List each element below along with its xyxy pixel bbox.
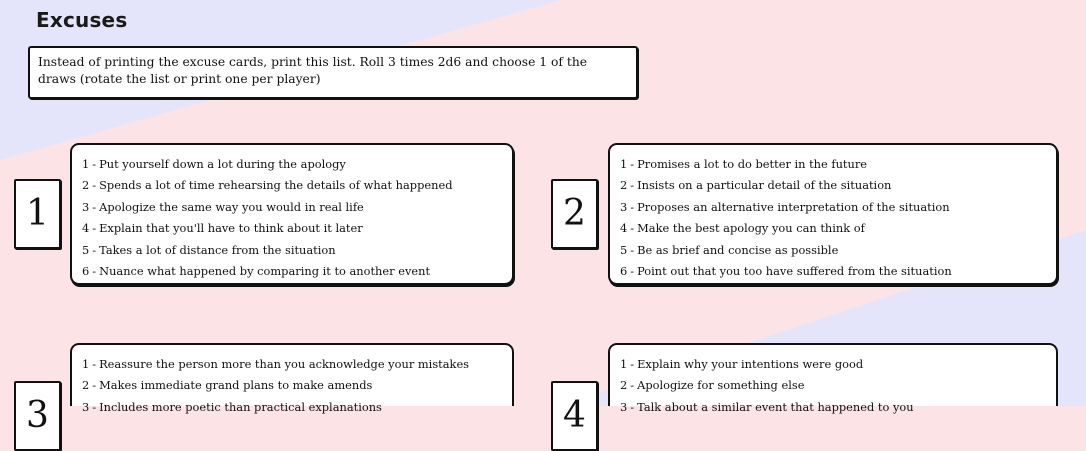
item-number: 2 [82, 378, 90, 393]
group-number-box: 4 [551, 381, 598, 451]
item-text: Apologize the same way you would in real life [99, 199, 364, 214]
item-text: Nuance what happened by comparing it to another event [99, 263, 431, 278]
list-item: 5 - Be as brief and concise as possible [620, 242, 839, 257]
list-item: 5 - Takes a lot of distance from the situation [82, 242, 336, 257]
item-number: 1 [620, 357, 628, 371]
list-item: 3 - Apologize the same way you would in real life [82, 199, 364, 214]
excuse-card [70, 343, 514, 414]
list-item: 4 - Explain that you'll have to think about it later [82, 221, 363, 236]
list-item: 4 - Make the best apology you can think of [620, 221, 865, 236]
item-number: 2 [620, 378, 628, 393]
instructions-box: Instead of printing the excuse cards, print this list. Roll 3 times 2d6 and choose 1 of the draws (rotate the list or print one per player) [28, 46, 638, 99]
item-text: Spends a lot of time rehearsing the details of what happened [99, 178, 453, 193]
item-text: Includes more poetic than practical explanations [99, 399, 382, 414]
list-item: 1 - Promises a lot to do better in the future [620, 157, 868, 171]
item-number: 4 [82, 221, 90, 236]
list-item: 2 - Apologize for something else [620, 378, 805, 393]
item-text: Promises a lot to do better in the future [637, 157, 868, 171]
item-text: Proposes an alternative interpretation of the situation [637, 199, 950, 214]
item-text: Explain that you'll have to think about it later [99, 221, 363, 236]
excuse-list [620, 154, 1056, 282]
page-title: Excuses [36, 8, 128, 32]
item-number: 5 [620, 242, 628, 257]
item-text: Make the best apology you can think of [637, 221, 865, 236]
excuse-list [82, 154, 512, 282]
group-number-box: 1 [14, 179, 61, 249]
excuse-card [70, 143, 514, 285]
excuse-list [620, 354, 1056, 418]
item-number: 4 [620, 221, 628, 236]
list-item: 3 - Includes more poetic than practical explanations [82, 399, 382, 414]
excuse-list [82, 354, 512, 418]
item-text: Point out that you too have suffered from the situation [637, 263, 952, 278]
list-item: 3 - Talk about a similar event that happened to you [620, 399, 914, 414]
item-number: 1 [620, 157, 628, 171]
group-number-box: 3 [14, 381, 61, 451]
item-number: 6 [82, 263, 90, 278]
item-number: 5 [82, 242, 90, 257]
list-item: 6 - Point out that you too have suffered from the situation [620, 263, 952, 278]
list-item: 2 - Insists on a particular detail of the situation [620, 178, 892, 193]
list-item: 3 - Proposes an alternative interpretation of the situation [620, 199, 950, 214]
item-text: Reassure the person more than you acknowledge your mistakes [99, 357, 470, 371]
item-text: Put yourself down a lot during the apology [99, 157, 346, 171]
item-number: 3 [620, 199, 628, 214]
item-text: Talk about a similar event that happened to you [637, 399, 914, 414]
item-text: Takes a lot of distance from the situation [99, 242, 336, 257]
item-number: 6 [620, 263, 628, 278]
item-text: Explain why your intentions were good [637, 357, 864, 371]
item-number: 3 [82, 399, 90, 414]
excuse-card [608, 343, 1058, 414]
item-text: Makes immediate grand plans to make amends [99, 378, 373, 393]
item-number: 3 [82, 199, 90, 214]
list-item: 2 - Makes immediate grand plans to make amends [82, 378, 373, 393]
item-text: Apologize for something else [637, 378, 805, 393]
item-number: 2 [620, 178, 628, 193]
item-number: 2 [82, 178, 90, 193]
item-text: Insists on a particular detail of the situation [637, 178, 892, 193]
list-item: 6 - Nuance what happened by comparing it to another event [82, 263, 431, 278]
list-item: 1 - Reassure the person more than you acknowledge your mistakes [82, 357, 470, 371]
list-item: 1 - Explain why your intentions were good [620, 357, 864, 371]
item-number: 1 [82, 357, 90, 371]
item-number: 1 [82, 157, 90, 171]
item-text: Be as brief and concise as possible [637, 242, 839, 257]
list-item: 1 - Put yourself down a lot during the apology [82, 157, 346, 171]
group-number-box: 2 [551, 179, 598, 249]
list-item: 2 - Spends a lot of time rehearsing the details of what happened [82, 178, 453, 193]
excuse-card [608, 143, 1058, 285]
item-number: 3 [620, 399, 628, 414]
